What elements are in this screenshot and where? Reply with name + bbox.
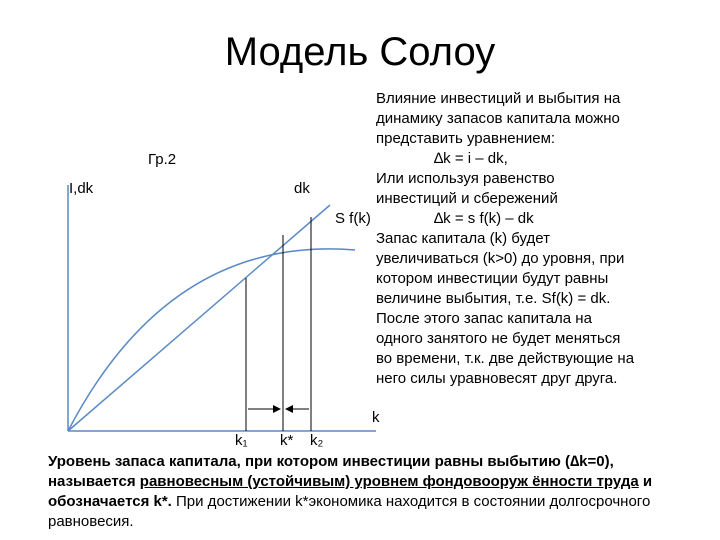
equation-2: ∆k = s f(k) – dk [434,210,534,227]
definition-bold-part: Уровень запаса капитала, при котором инвестиции равны выбытию (∆k=0), называется [48,453,614,490]
definition-normal-part: При достижении k*экономика находится в состоянии долгосрочного равновесия. [48,493,651,530]
kstar-label: k* [280,432,294,449]
k2-label: k₂ [310,432,324,449]
desc-line: Запас капитала (k) будет [376,230,550,247]
desc-line: инвестиций и сбережений [376,190,558,207]
desc-line: одного занятого не будет меняться [376,330,621,347]
desc-line: котором инвестиции будут равны [376,270,609,287]
desc-line: него силы уравновесят друг друга. [376,370,618,387]
definition-paragraph [48,452,688,532]
graph-caption: Гр.2 [148,151,177,168]
equation-1: ∆k = i – dk, [434,150,508,167]
desc-line: Или используя равенство [376,170,555,187]
y-axis-label: I,dk [69,180,94,197]
x-axis-label: k [372,409,380,426]
dk-label: dk [294,180,310,197]
desc-line: величине выбытия, т.е. Sf(k) = dk. [376,290,611,307]
arrow-from-k2-head [285,405,293,413]
desc-line: во времени, т.к. две действующие на [376,350,635,367]
dk-line [68,205,330,431]
description-text [376,89,676,389]
desc-line: представить уравнением: [376,130,556,147]
arrow-from-k1-head [273,405,281,413]
sf-label: S f(k) [335,210,371,227]
desc-line: Влияние инвестиций и выбытия на [376,90,621,107]
sf-curve [68,249,355,431]
desc-line: увеличиваться (k>0) до уровня, при [376,250,625,267]
definition-underlined-term: равновесным (устойчивым) уровнем фондовооруж ённости труда [139,473,639,490]
definition-bold-part-2: и обозначается k*. [48,473,653,510]
desc-line: После этого запас капитала на [376,310,592,327]
page-title: Модель Солоу [224,30,496,74]
desc-line: динамику запасов капитала можно [376,110,620,127]
k1-label: k₁ [235,432,248,449]
